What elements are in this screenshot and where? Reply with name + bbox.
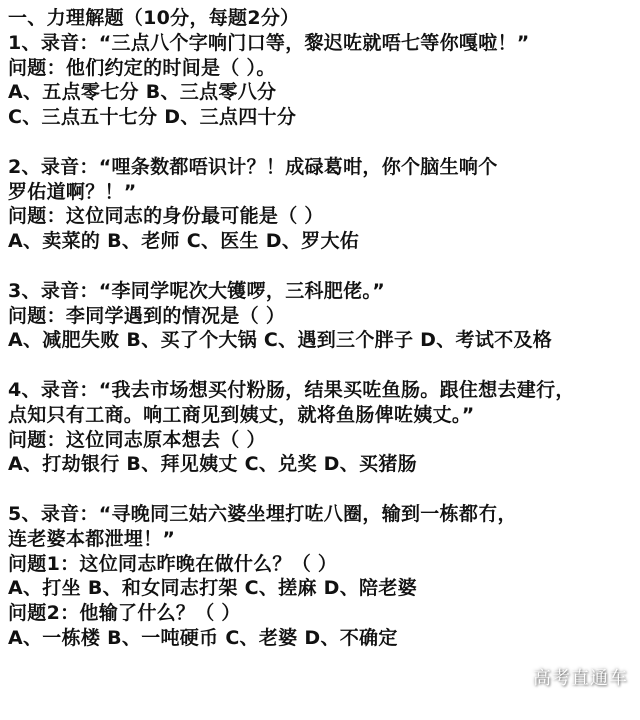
q4-question: 问题：这位同志原本想去（ ） [8,428,266,451]
q4-audio-line-1: 4、录音：“我去市场想买付粉肠，结果买咗鱼肠。跟住想去建行， [8,378,575,401]
q5-audio-line-1: 5、录音：“寻晚同三姑六婆坐埋打咗八圈，输到一栋都冇， [8,502,517,525]
q3-options-line-1: A、减肥失败 B、买了个大锅 C、遇到三个胖子 D、考试不及格 [8,329,553,352]
q5-sub1-question: 问题1：这位同志昨晚在做什么？（ ） [8,552,338,575]
q4-options-line-1: A、打劫银行 B、拜见姨丈 C、兑奖 D、买猪肠 [8,453,417,476]
q1-question: 问题：他们约定的时间是（ ）。 [8,56,276,79]
q5-sub2-question: 问题2：他输了什么？（ ） [8,602,241,625]
q1-audio-line-1: 1、录音：“三点八个字响门口等，黎迟咗就唔七等你嘎啦！” [8,31,530,54]
spacer [8,353,636,378]
q3-audio-line-1: 3、录音：“李同学呢次大镬啰，三科肥佬。” [8,279,385,302]
q2-options-line-1: A、卖菜的 B、老师 C、医生 D、罗大佑 [8,230,360,253]
spacer [8,130,636,155]
q1-options-line-2: C、三点五十七分 D、三点四十分 [8,106,297,129]
q5-audio-line-2: 连老婆本都泄埋！” [8,527,176,550]
watermark-text: 高考直通车 [533,668,628,689]
q1-options-line-1: A、五点零七分 B、三点零八分 [8,81,277,104]
spacer [8,254,636,279]
q2-audio-line-1: 2、录音：“哩条数都唔识计？！成碌葛咁，你个脑生响个 [8,155,498,178]
q2-question: 问题：这位同志的身份最可能是（ ） [8,205,324,228]
q4-audio-line-2: 点知只有工商。响工商见到姨丈，就将鱼肠俾咗姨丈。” [8,403,475,426]
section-title: 一、力理解题（10分，每题2分） [8,7,300,29]
q5-sub1-options: A、打坐 B、和女同志打架 C、搓麻 D、陪老婆 [8,577,417,600]
q2-audio-line-2: 罗佑道啊？！” [8,180,137,203]
spacer [8,477,636,502]
q5-sub2-options: A、一栋楼 B、一吨硬币 C、老婆 D、不确定 [8,626,398,649]
q3-question: 问题：李同学遇到的情况是（ ） [8,304,286,327]
exam-document [8,6,636,651]
